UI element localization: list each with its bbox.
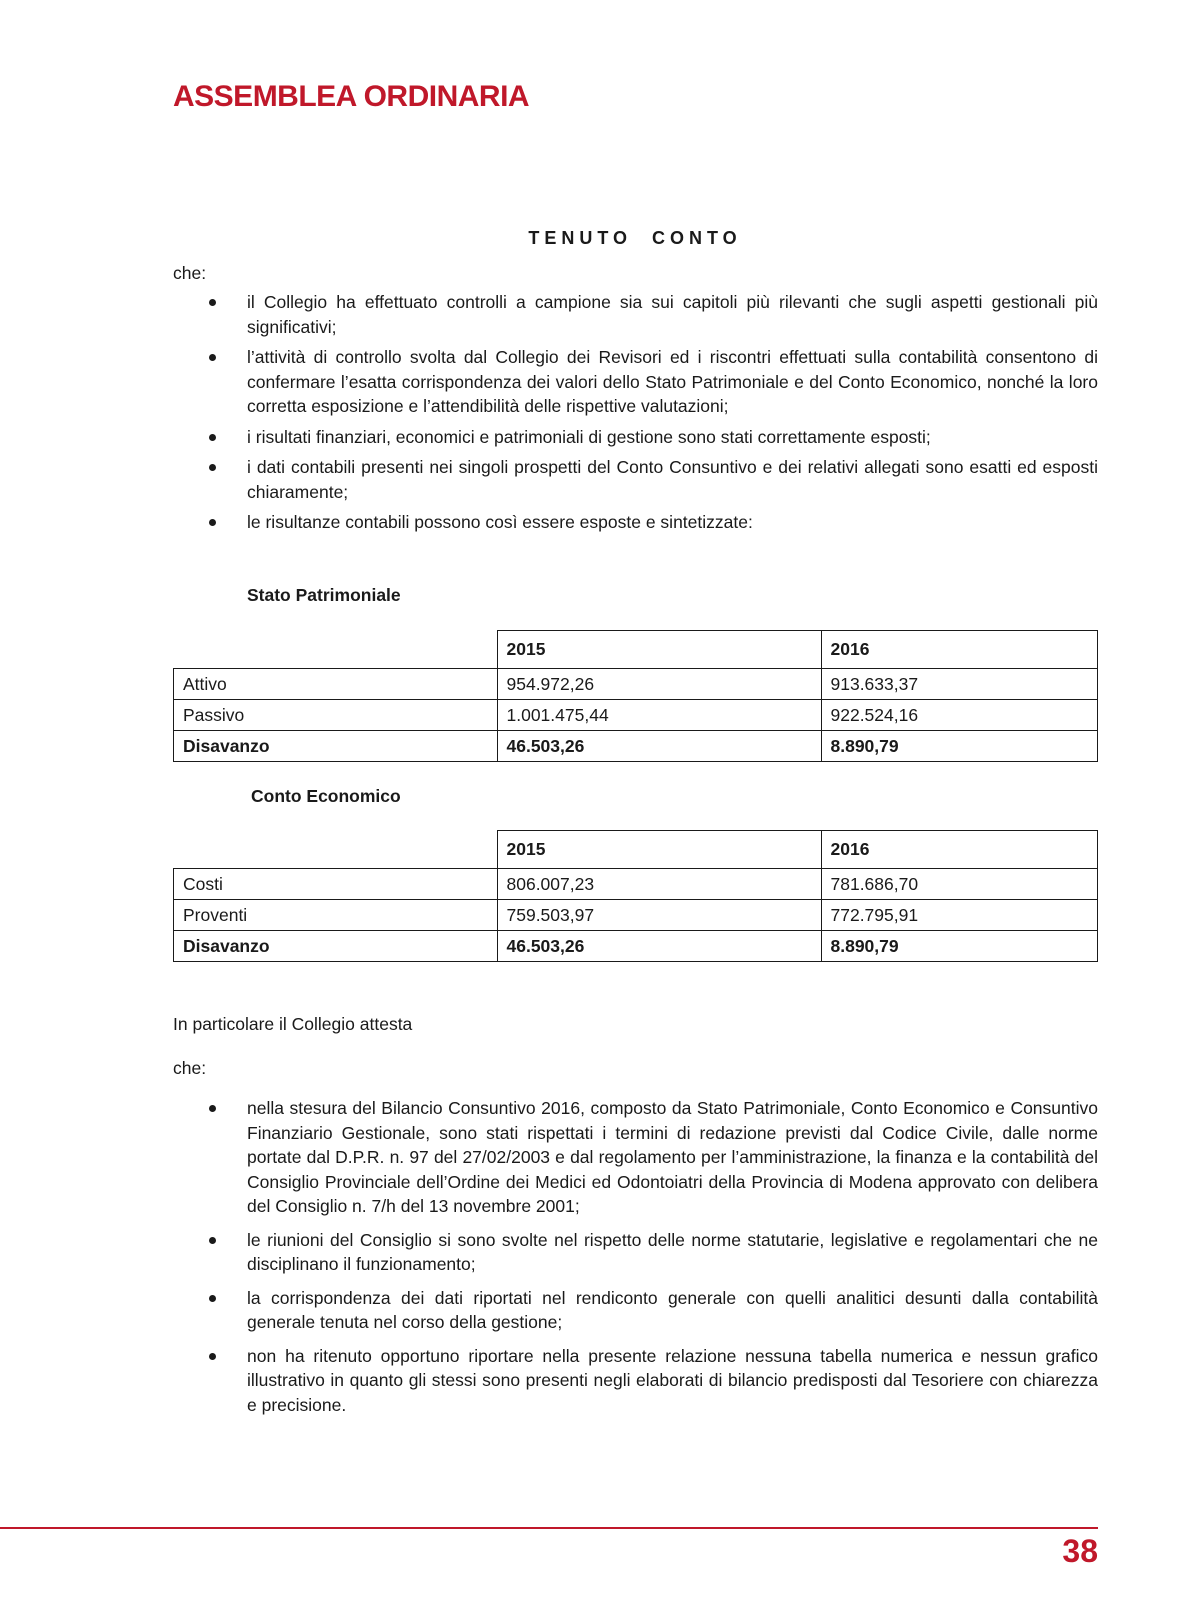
bullet-list-attesta xyxy=(173,1096,1098,1426)
list-item xyxy=(173,1228,1098,1277)
row-label: Proventi xyxy=(174,900,498,931)
value-2016: 8.890,79 xyxy=(821,731,1098,762)
attesta-paragraph: In particolare il Collegio attesta xyxy=(173,1014,413,1034)
list-item-text: non ha ritenuto opportuno riportare nella presente relazione nessuna tabella numerica e nessun grafico illustrativo in quanto gli stessi sono presenti negli elaborati di bilancio predisposti dal Tesoriere con chiarezza e precisione. xyxy=(247,1345,1098,1415)
value-2015: 954.972,26 xyxy=(497,669,821,700)
row-label: Disavanzo xyxy=(174,731,498,762)
table-header-empty xyxy=(174,631,498,669)
page-number: 38 xyxy=(1062,1533,1098,1569)
value-2015: 806.007,23 xyxy=(497,869,821,900)
intro-che: che: xyxy=(173,263,207,283)
table-header-row xyxy=(174,631,1098,669)
second-che: che: xyxy=(173,1058,207,1078)
table-header-2016: 2016 xyxy=(821,631,1098,669)
list-item-text: la corrispondenza dei dati riportati nel rendiconto generale con quelli analitici desunti dalla contabilità generale tenuta nel corso della gestione; xyxy=(247,1287,1098,1332)
bullet-icon xyxy=(209,1237,216,1244)
list-item xyxy=(173,290,1098,339)
conto-economico-label: Conto Economico xyxy=(251,786,401,806)
value-2016: 922.524,16 xyxy=(821,700,1098,731)
table-row xyxy=(174,669,1098,700)
table-header-2015: 2015 xyxy=(497,831,821,869)
table-row xyxy=(174,869,1098,900)
list-item-text: l’attività di controllo svolta dal Collegio dei Revisori ed i riscontri effettuati sulla contabilità consentono di confermare l’esatta corrispondenza dei valori dello Stato Patrimoniale e del Conto Economico, nonché la loro corretta esposizione e l’attendibilità delle rispettive valutazioni; xyxy=(247,347,1098,416)
section-heading: TENUTO CONTO xyxy=(528,228,742,248)
table-header-2015: 2015 xyxy=(497,631,821,669)
bullet-icon xyxy=(209,1295,216,1302)
table-row xyxy=(174,700,1098,731)
value-2016: 772.795,91 xyxy=(821,900,1098,931)
value-2015: 46.503,26 xyxy=(497,931,821,962)
footer-divider xyxy=(0,1527,1098,1529)
row-label: Disavanzo xyxy=(174,931,498,962)
list-item-text: i dati contabili presenti nei singoli prospetti del Conto Consuntivo e dei relativi allegati sono esatti ed esposti chiaramente; xyxy=(247,457,1098,502)
row-label: Passivo xyxy=(174,700,498,731)
table-header-row xyxy=(174,831,1098,869)
table-row xyxy=(174,900,1098,931)
list-item xyxy=(173,425,1098,450)
list-item xyxy=(173,345,1098,419)
bullet-icon xyxy=(209,1353,216,1360)
bullet-icon xyxy=(209,1105,216,1112)
bullet-list-tenuto-conto xyxy=(173,290,1098,541)
stato-patrimoniale-table xyxy=(173,630,1098,762)
list-item-text: nella stesura del Bilancio Consuntivo 2016, composto da Stato Patrimoniale, Conto Economico e Consuntivo Finanziario Gestionale, sono stati rispettati i termini di redazione previsti dal Codice Civile, dalle norme portate dal D.P.R. n. 97 del 27/02/2003 e dal regolamento per l’amministrazione, la finanza e la contabilità del Consiglio Provinciale dell’Ordine dei Medici ed Odontoiatri della Provincia di Modena approvato con delibera del Consiglio n. 7/h del 13 novembre 2001; xyxy=(247,1098,1098,1216)
row-label: Costi xyxy=(174,869,498,900)
value-2015: 46.503,26 xyxy=(497,731,821,762)
value-2016: 913.633,37 xyxy=(821,669,1098,700)
value-2015: 759.503,97 xyxy=(497,900,821,931)
bullet-icon xyxy=(209,464,216,471)
table-header-2016: 2016 xyxy=(821,831,1098,869)
conto-economico-table xyxy=(173,830,1098,962)
list-item xyxy=(173,1286,1098,1335)
list-item xyxy=(173,1344,1098,1418)
list-item-text: il Collegio ha effettuato controlli a campione sia sui capitoli più rilevanti che sugli aspetti gestionali più significativi; xyxy=(247,292,1098,337)
bullet-icon xyxy=(209,299,216,306)
page-title: ASSEMBLEA ORDINARIA xyxy=(173,80,530,113)
list-item-text: i risultati finanziari, economici e patrimoniali di gestione sono stati correttamente esposti; xyxy=(247,426,931,447)
stato-patrimoniale-label: Stato Patrimoniale xyxy=(247,585,401,605)
bullet-icon xyxy=(209,434,216,441)
row-label: Attivo xyxy=(174,669,498,700)
bullet-icon xyxy=(209,519,216,526)
value-2015: 1.001.475,44 xyxy=(497,700,821,731)
list-item-text: le riunioni del Consiglio si sono svolte nel rispetto delle norme statutarie, legislative e regolamentari che ne disciplinano il funzionamento; xyxy=(247,1229,1098,1274)
list-item xyxy=(173,510,1098,535)
list-item-text: le risultanze contabili possono così essere esposte e sintetizzate: xyxy=(247,512,753,532)
bullet-icon xyxy=(209,354,216,361)
list-item xyxy=(173,455,1098,504)
table-row-total xyxy=(174,931,1098,962)
value-2016: 8.890,79 xyxy=(821,931,1098,962)
table-row-total xyxy=(174,731,1098,762)
table-header-empty xyxy=(174,831,498,869)
value-2016: 781.686,70 xyxy=(821,869,1098,900)
list-item xyxy=(173,1096,1098,1219)
